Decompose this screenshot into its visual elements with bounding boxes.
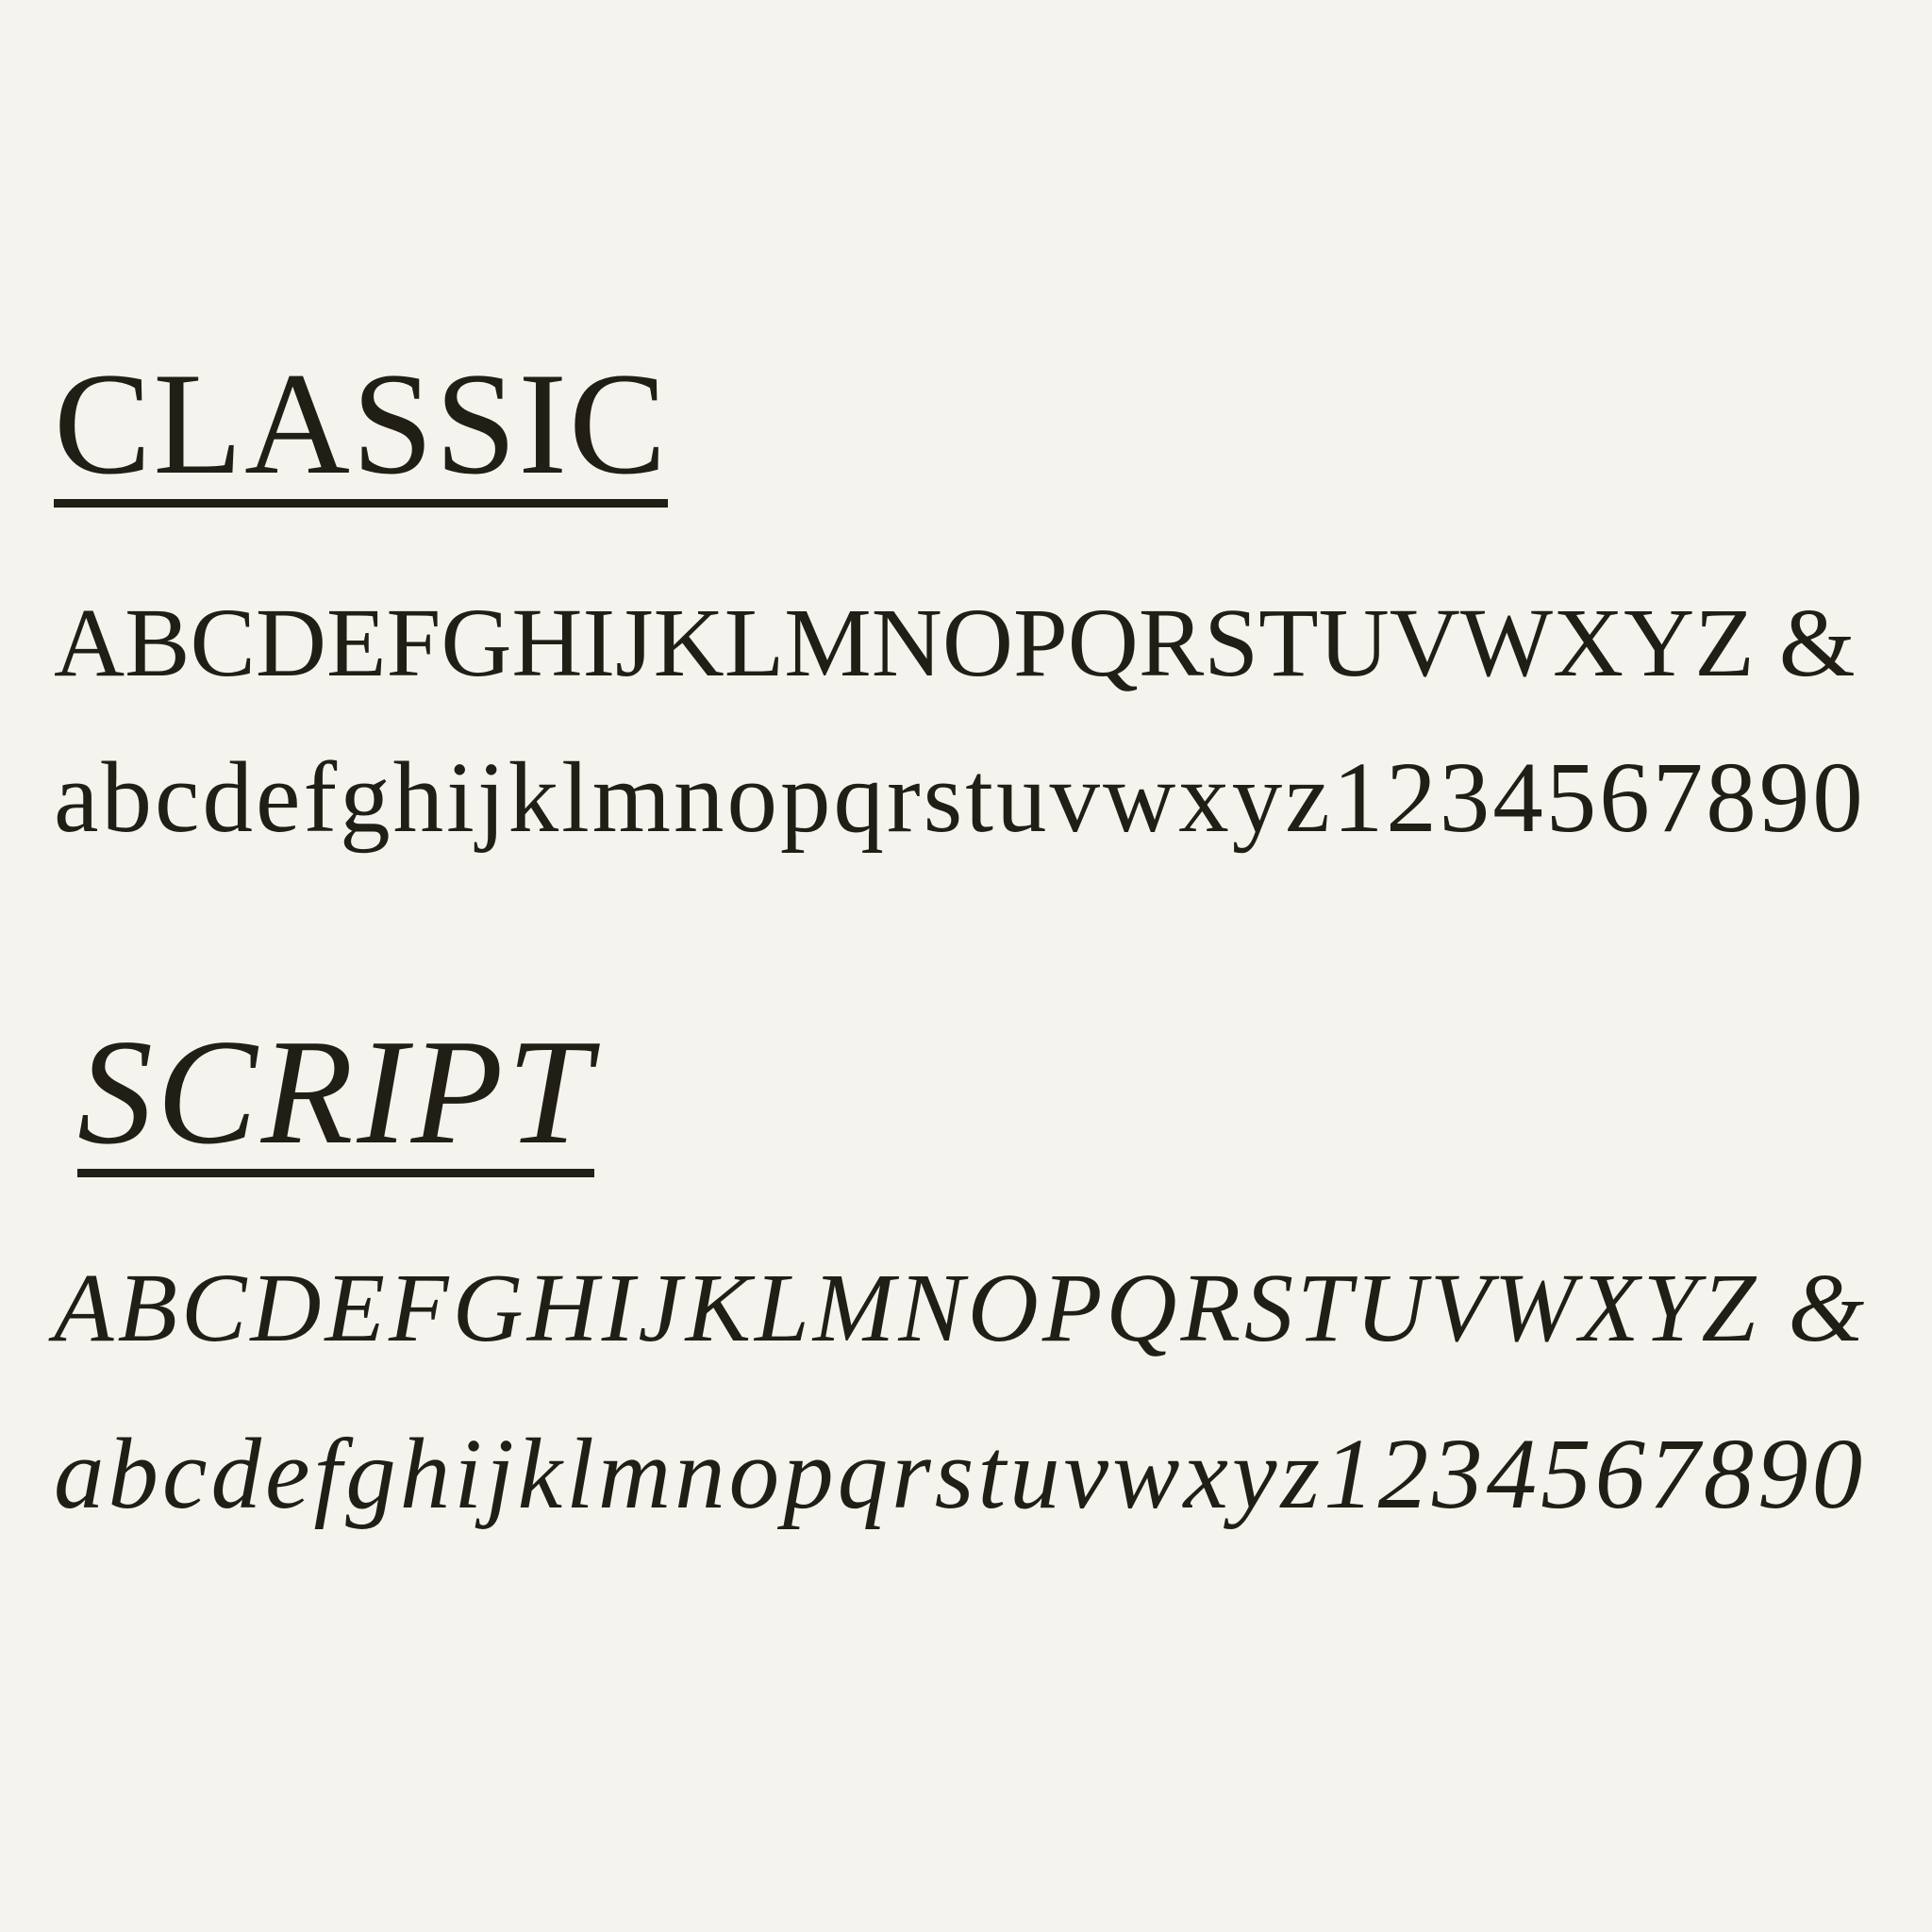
script-font-section <box>54 849 1913 1530</box>
classic-uppercase-alphabet: ABCDEFGHIJKLMNOPQRSTUVWXYZ & <box>54 589 1856 697</box>
script-heading-wrap <box>77 849 1913 1177</box>
classic-heading: CLASSIC <box>54 351 668 508</box>
classic-heading-wrap <box>54 342 1913 508</box>
script-uppercase-alphabet: ABCDEFGHIJKLMNOPQRSTUVWXYZ & <box>54 1254 1869 1362</box>
classic-font-section <box>54 342 1913 854</box>
classic-lowercase-alphabet-numerals: abcdefghijklmnopqrstuvwxyz1234567890 <box>54 742 1866 854</box>
script-heading: SCRIPT <box>77 1008 595 1175</box>
script-lowercase-alphabet-numerals: abcdefghijklmnopqrstuvwxyz1234567890 <box>54 1419 1867 1530</box>
